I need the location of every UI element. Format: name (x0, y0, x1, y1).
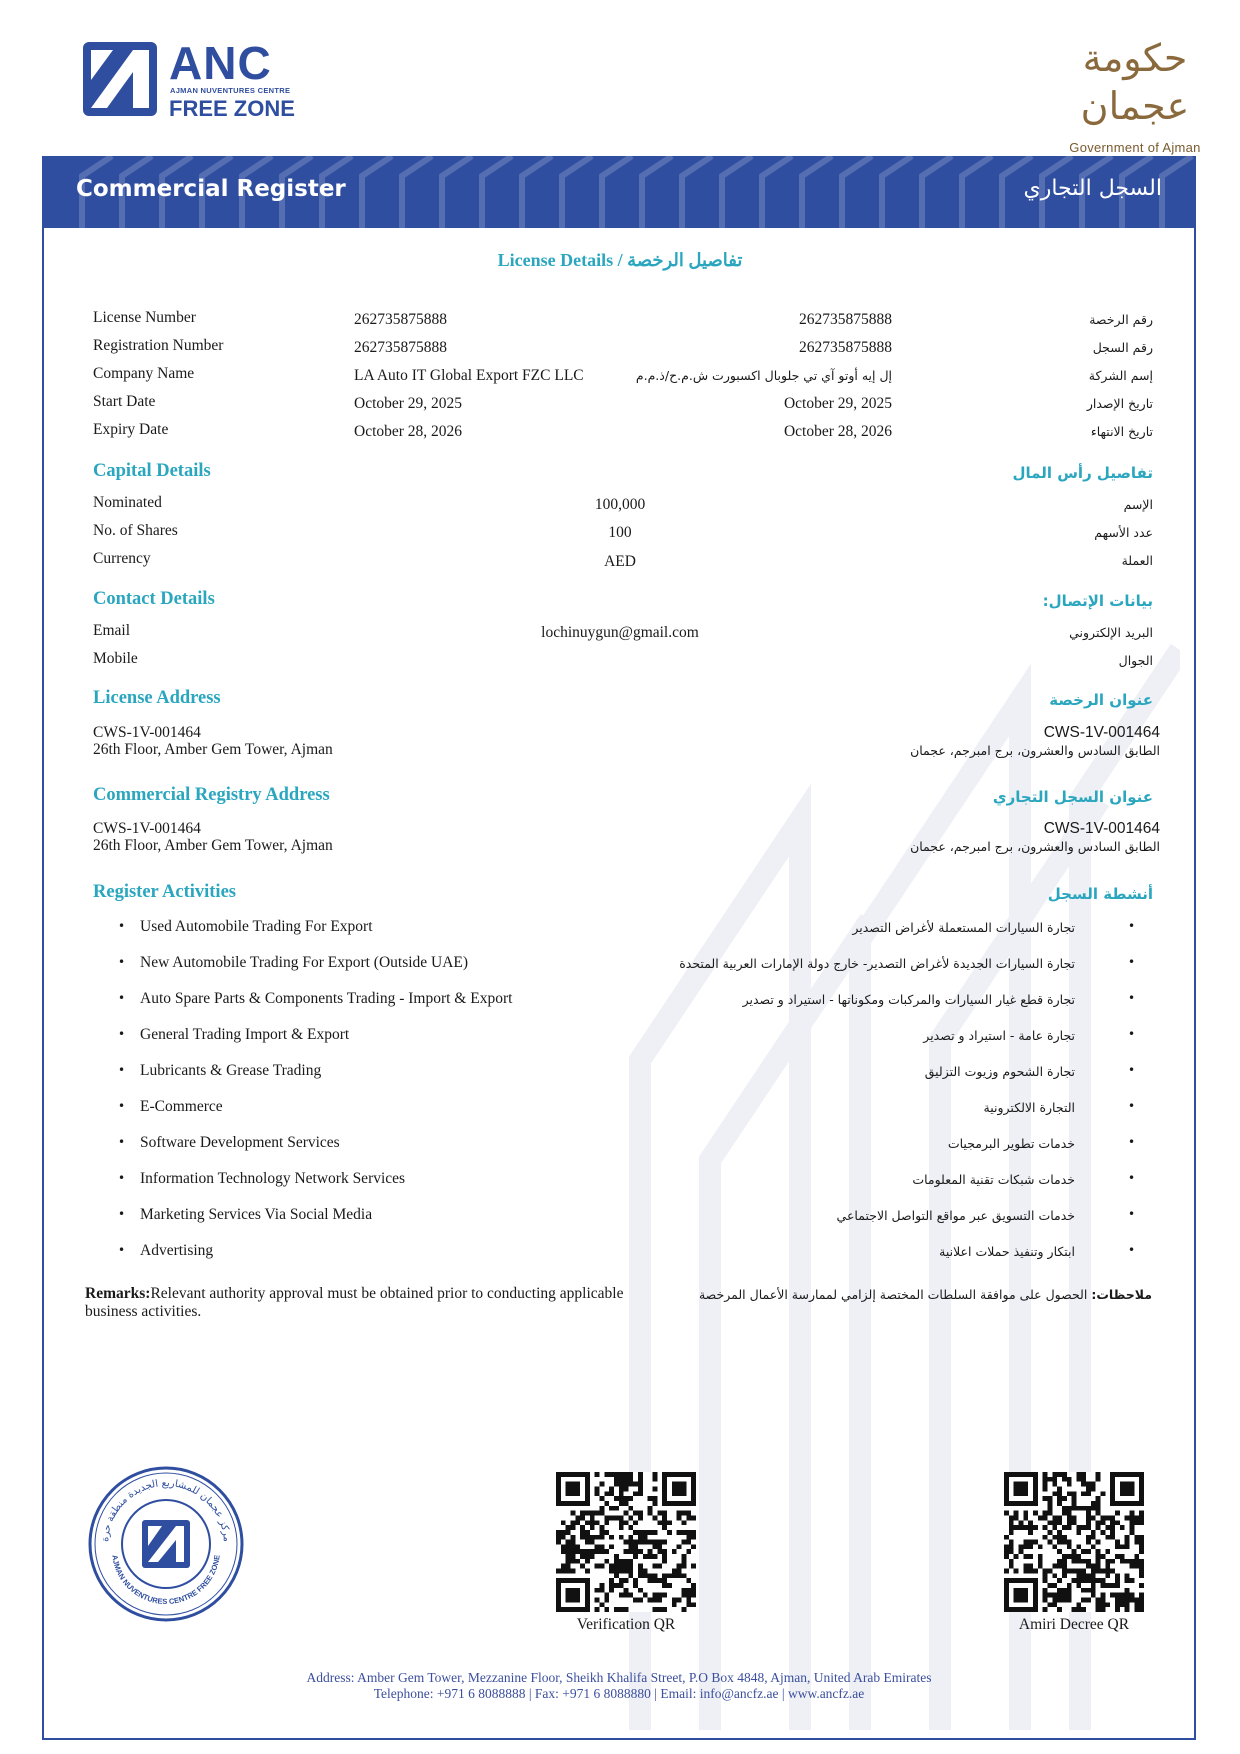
activity-bullet: • (118, 919, 126, 933)
registry-address-line2: 26th Floor, Amber Gem Tower, Ajman (93, 837, 333, 854)
activity-item-ar: خدمات التسويق عبر مواقع التواصل الاجتماعي (836, 1208, 1075, 1223)
activity-item-en: Marketing Services Via Social Media (140, 1206, 373, 1223)
activity-item-en: Lubricants & Grease Trading (140, 1062, 322, 1079)
currency-value: AED (604, 553, 636, 570)
registry-address-line2-ar: الطابق السادس والعشرون، برج امبرجم، عجمان (910, 839, 1160, 854)
activity-bullet-ar: • (1128, 1171, 1136, 1185)
gov-logo-english: Government of Ajman (1069, 140, 1201, 155)
shares-label: No. of Shares (93, 522, 178, 539)
license-address-title: License Address (93, 688, 221, 708)
activity-bullet: • (118, 1099, 126, 1113)
capital-details-title: Capital Details (93, 461, 211, 481)
anc-logo-mark-icon (83, 42, 157, 116)
remarks-label-ar: ملاحظات: (1091, 1287, 1152, 1302)
activity-bullet: • (118, 1063, 126, 1077)
start-date-label-ar: تاريخ الإصدار (1086, 396, 1153, 411)
activity-item-en: General Trading Import & Export (140, 1026, 350, 1043)
activities-title-ar: أنشطة السجل (1047, 885, 1153, 903)
capital-details-title-ar: تفاصيل رأس المال (1012, 464, 1153, 482)
svg-text:مركز عجمان للمشاريع الجديدة من: مركز عجمان للمشاريع الجديدة منطقة حرة (100, 1477, 232, 1543)
expiry-date-value-ar: October 28, 2026 (783, 423, 892, 440)
activities-title: Register Activities (93, 882, 236, 902)
activity-item-en: Software Development Services (140, 1134, 340, 1151)
license-number-value: 262735875888 (354, 311, 447, 328)
mobile-label: Mobile (93, 650, 138, 667)
activity-item-en: Information Technology Network Services (140, 1170, 406, 1187)
contact-details-title: Contact Details (93, 589, 215, 609)
activity-bullet-ar: • (1128, 1207, 1136, 1221)
mobile-label-ar: الجوال (1118, 653, 1153, 668)
svg-text:AJMAN NUVENTURES CENTRE FREE Z: AJMAN NUVENTURES CENTRE FREE ZONE (110, 1554, 222, 1607)
expiry-date-label-ar: تاريخ الانتهاء (1090, 424, 1153, 439)
license-address-line2-ar: الطابق السادس والعشرون، برج امبرجم، عجمان (910, 743, 1160, 758)
activity-bullet-ar: • (1128, 991, 1136, 1005)
remarks-label: Remarks: (85, 1285, 151, 1302)
remarks-ar (640, 1287, 1152, 1302)
company-name-value: LA Auto IT Global Export FZC LLC (354, 367, 584, 384)
activity-bullet: • (118, 1207, 126, 1221)
activity-item-ar: تجارة السيارات الجديدة لأغراض التصدير- خارج دولة الإمارات العربية المتحدة (679, 956, 1075, 971)
activity-item-ar: تجارة قطع غيار السيارات والمركبات ومكوناتها - استيراد و تصدير (742, 992, 1075, 1007)
activity-bullet-ar: • (1128, 1063, 1136, 1077)
start-date-value: October 29, 2025 (354, 395, 463, 412)
email-label-ar: البريد الإلكتروني (1069, 625, 1153, 640)
registration-number-label: Registration Number (93, 337, 224, 354)
license-number-label-ar: رقم الرخصة (1089, 312, 1153, 327)
start-date-value-ar: October 29, 2025 (783, 395, 892, 412)
remarks-text: Relevant authority approval must be obtained prior to conducting applicable business activities. (85, 1285, 624, 1320)
anc-logo (83, 37, 303, 121)
banner-title-english: Commercial Register (76, 176, 346, 202)
expiry-date-label: Expiry Date (93, 421, 169, 438)
activity-bullet: • (118, 955, 126, 969)
government-of-ajman-logo (1050, 34, 1220, 155)
activity-bullet: • (118, 991, 126, 1005)
license-number-value-ar: 262735875888 (799, 311, 892, 328)
currency-label-ar: العملة (1121, 553, 1153, 568)
amiri-decree-qr-icon[interactable] (1004, 1472, 1144, 1612)
footer-address: Address: Amber Gem Tower, Mezzanine Floor, Sheikh Khalifa Street, P.O Box 4848, Ajman, United Arab Emirates (306, 1670, 932, 1685)
expiry-date-value: October 28, 2026 (354, 423, 463, 440)
activity-item-ar: التجارة الالكترونية (983, 1100, 1075, 1115)
activity-bullet-ar: • (1128, 1243, 1136, 1257)
registration-number-label-ar: رقم السجل (1092, 340, 1153, 355)
license-details-title: License Details / تفاصيل الرخصة (497, 250, 743, 270)
anc-seal-stamp (86, 1464, 246, 1624)
anc-logo-text: ANC (169, 37, 272, 89)
license-address-line2: 26th Floor, Amber Gem Tower, Ajman (93, 741, 333, 758)
license-address-line1-ar: CWS-1V-001464 (1043, 724, 1160, 741)
activity-bullet-ar: • (1128, 1099, 1136, 1113)
company-name-label-ar: إسم الشركة (1088, 368, 1153, 383)
banner-title-arabic: السجل التجاري (1023, 176, 1162, 201)
activity-item-ar: تجارة السيارات المستعملة لأغراض التصدير (852, 920, 1075, 935)
registry-address-title: Commercial Registry Address (93, 785, 330, 805)
activity-bullet-ar: • (1128, 1135, 1136, 1149)
activity-item-en: Used Automobile Trading For Export (140, 918, 373, 935)
registry-address-title-ar: عنوان السجل التجاري (992, 788, 1153, 806)
activity-item-ar: ابتكار وتنفيذ حملات اعلانية (939, 1244, 1075, 1259)
footer-contacts: Telephone: +971 6 8088888 | Fax: +971 6 8088880 | Email: info@ancfz.ae | www.ancfz.ae (373, 1686, 865, 1701)
activity-bullet-ar: • (1128, 955, 1136, 969)
registry-address-line1-ar: CWS-1V-001464 (1043, 820, 1160, 837)
license-number-label: License Number (93, 309, 196, 326)
activity-bullet-ar: • (1128, 919, 1136, 933)
nominated-label: Nominated (93, 494, 162, 511)
gov-logo-arabic: حكومة عجمان (1080, 36, 1190, 128)
remarks-text-ar: الحصول على موافقة السلطات المختصة إلزامي لممارسة الأعمال المرخصة (698, 1287, 1088, 1302)
activity-item-en: Auto Spare Parts & Components Trading - Import & Export (140, 990, 513, 1007)
registration-number-value: 262735875888 (354, 339, 447, 356)
activity-item-ar: تجارة عامة - استيراد و تصدير (923, 1028, 1075, 1043)
activity-bullet: • (118, 1171, 126, 1185)
registration-number-value-ar: 262735875888 (799, 339, 892, 356)
verification-qr-label: Verification QR (576, 1616, 676, 1633)
activity-item-ar: خدمات تطوير البرمجيات (947, 1136, 1075, 1151)
shares-label-ar: عدد الأسهم (1094, 525, 1153, 540)
email-value: lochinuygun@gmail.com (541, 624, 699, 641)
email-label: Email (93, 622, 131, 639)
activity-item-en: New Automobile Trading For Export (Outside UAE) (140, 954, 469, 971)
activity-item-en: Advertising (140, 1242, 214, 1259)
amiri-decree-qr-label: Amiri Decree QR (1018, 1616, 1130, 1633)
verification-qr-icon[interactable] (556, 1472, 696, 1612)
shares-value: 100 (608, 524, 632, 541)
remarks-en (85, 1285, 625, 1321)
license-address-line1: CWS-1V-001464 (93, 724, 201, 741)
company-name-label: Company Name (93, 365, 195, 382)
nominated-value: 100,000 (594, 496, 646, 513)
nominated-label-ar: الإسم (1123, 497, 1153, 512)
company-name-value-ar: إل إيه أوتو آي تي جلوبال اكسبورت ش.م.ح/ذ.م.م (635, 368, 892, 383)
start-date-label: Start Date (93, 393, 156, 410)
anc-logo-subtitle: AJMAN NUVENTURES CENTRE (170, 86, 291, 95)
activity-bullet: • (118, 1243, 126, 1257)
activity-item-ar: تجارة الشحوم وزيوت التزليق (924, 1064, 1075, 1079)
activity-item-en: E-Commerce (140, 1098, 223, 1115)
banner (42, 156, 1196, 228)
currency-label: Currency (93, 550, 151, 567)
activity-bullet: • (118, 1027, 126, 1041)
anc-logo-free-zone: FREE ZONE (169, 96, 295, 121)
activity-bullet-ar: • (1128, 1027, 1136, 1041)
contact-details-title-ar: بيانات الإتصال: (1042, 592, 1153, 610)
registry-address-line1: CWS-1V-001464 (93, 820, 201, 837)
activity-item-ar: خدمات شبكات تقنية المعلومات (912, 1172, 1075, 1187)
license-address-title-ar: عنوان الرخصة (1049, 691, 1153, 709)
activity-bullet: • (118, 1135, 126, 1149)
